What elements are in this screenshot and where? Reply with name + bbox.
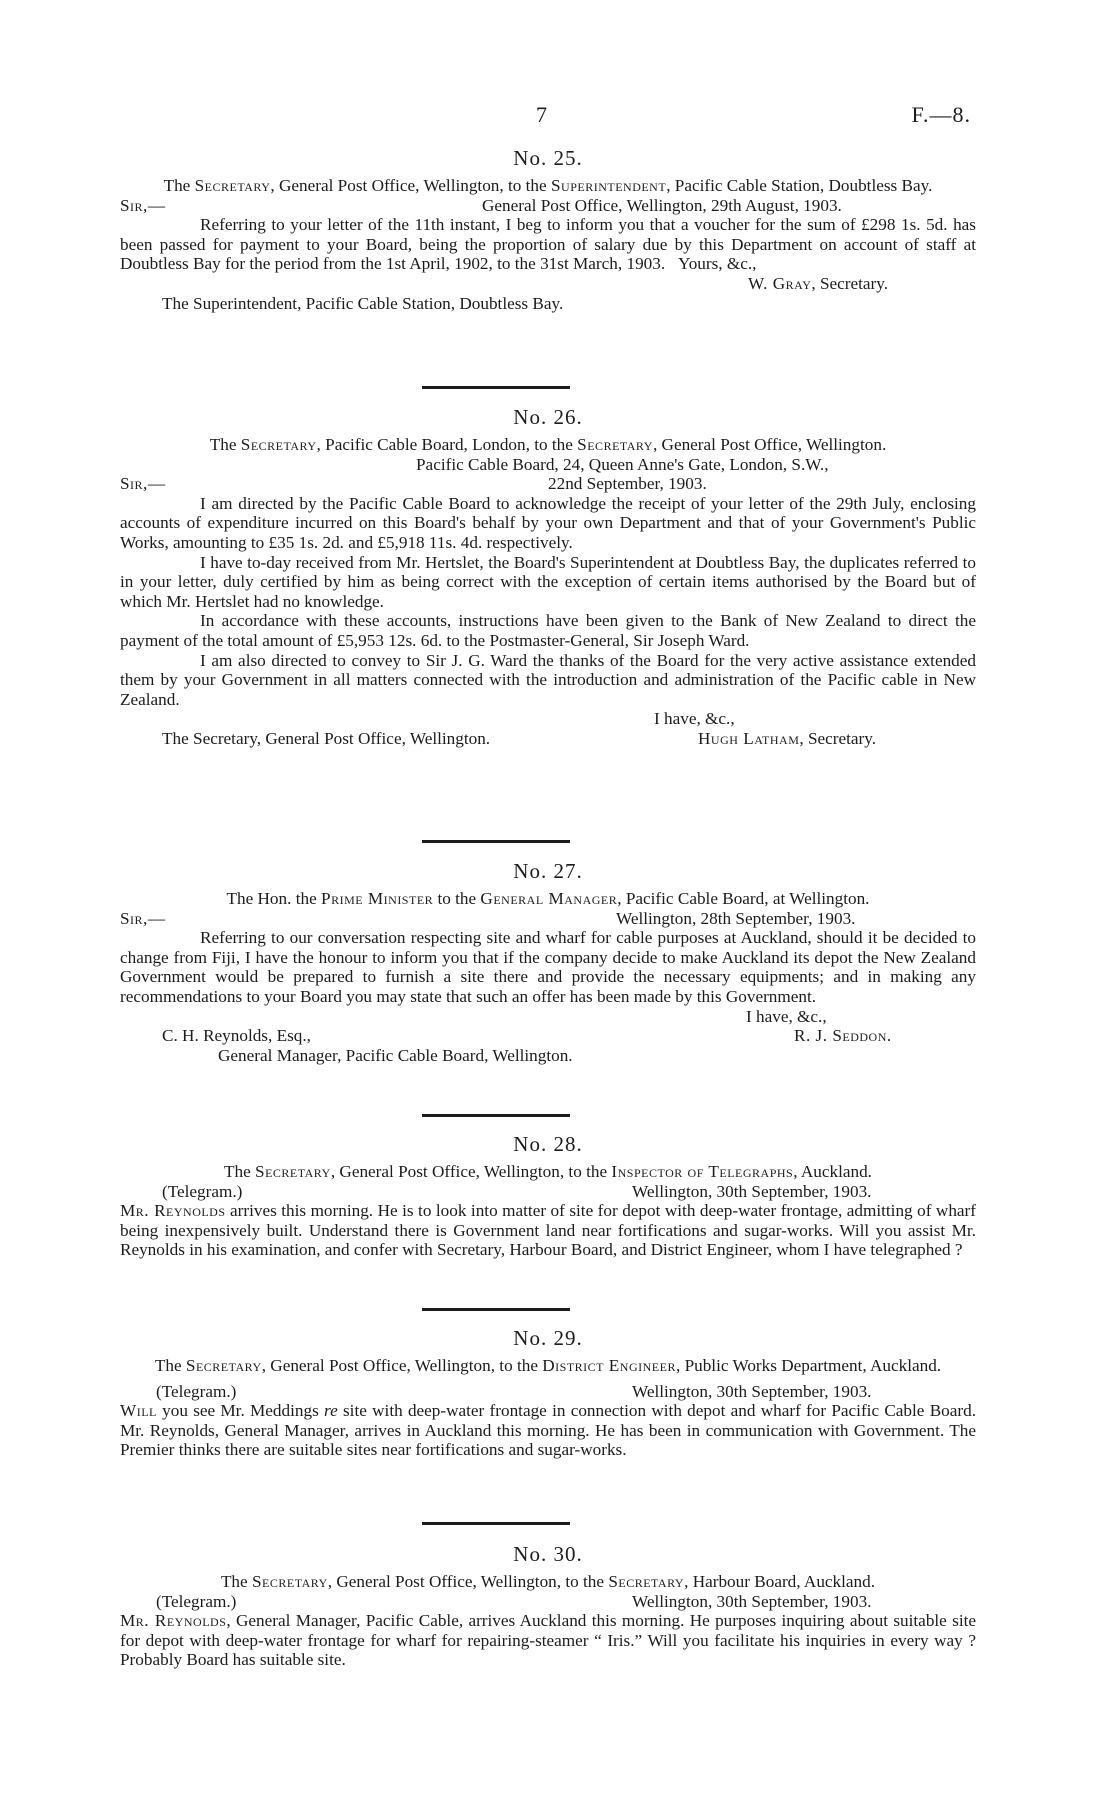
salutation-row	[120, 474, 976, 494]
signatory-title: , Secretary.	[811, 273, 889, 293]
letter-number: No. 30.	[513, 1542, 583, 1566]
signatory-name: R. J. Seddon	[794, 1026, 887, 1046]
closing-row	[120, 254, 976, 274]
signatory-title: , Secretary.	[799, 728, 877, 748]
telegram-row	[120, 1182, 976, 1202]
letter-no-25	[120, 146, 976, 313]
letter-number: No. 25.	[513, 146, 583, 170]
telegram-label: (Telegram.)	[156, 1381, 237, 1401]
dateline: Wellington, 30th September, 1903.	[632, 1181, 872, 1201]
dateline: General Post Office, Wellington, 29th August, 1903.	[482, 195, 842, 215]
section-divider	[422, 840, 570, 843]
paragraph: I am also directed to convey to Sir J. G. Ward the thanks of the Board for the very active assistance extended them by your Government in all matters connected with the introduction and administration of the Pacific cable in New Zealand.	[120, 650, 976, 709]
signatory-name: Hugh Latham	[698, 728, 800, 748]
letter-caption: The Secretary, General Post Office, Wellington, to the Superintendent, Pacific Cable Station, Doubtless Bay.	[163, 176, 933, 195]
letter-caption: The Hon. the Prime Minister to the General Manager, Pacific Cable Board, at Wellington.	[226, 889, 870, 908]
addressee-line-2: General Manager, Pacific Cable Board, Wellington.	[218, 1045, 573, 1065]
letter-caption: The Secretary, General Post Office, Wellington, to the Secretary, Harbour Board, Auckland.	[220, 1572, 876, 1591]
telegram-body: Mr. Reynolds arrives this morning. He is to look into matter of site for depot with deep-water frontage, admitting of wharf being inexpensively built. Understand there is Government land near fortifications and sugar-works. Will you assist Mr. Reynolds in his examination, and confer with Secretary, Harbour Board, and District Engineer, whom I have telegraphed ?	[120, 1201, 976, 1260]
telegram-row	[120, 1382, 976, 1402]
dateline: Wellington, 28th September, 1903.	[616, 908, 856, 928]
letter-no-29	[120, 1326, 976, 1460]
page-header	[0, 102, 1114, 128]
addressee-signature-row	[120, 729, 976, 749]
letter-number: No. 27.	[513, 859, 583, 883]
paragraph: In accordance with these accounts, instructions have been given to the Bank of New Zealand to direct the payment of the total amount of £5,953 12s. 6d. to the Postmaster-General, Sir Joseph Ward.	[120, 611, 976, 650]
letter-body: Referring to your letter of the 11th instant, I beg to inform you that a voucher for the sum of £298 1s. 5d. has been passed for payment to your Board, being the proportion of salary due by this Department on account of staff at Doubtless Bay for the period from the 1st April, 1902, to the 31st March, 1903.	[120, 215, 976, 274]
telegram-lead: Mr. Reynolds	[120, 1611, 227, 1631]
closing-row	[120, 1007, 976, 1027]
paragraph: I am directed by the Pacific Cable Board to acknowledge the receipt of your letter of the 29th July, enclosing accounts of expenditure incurred on this Board's behalf by your own Department and that of your Government's Public Works, amounting to £35 1s. 2d. and £5,918 11s. 4d. respectively.	[120, 493, 976, 552]
addressee-signature-row	[120, 1026, 976, 1046]
section-divider	[422, 1114, 570, 1117]
letter-no-26	[120, 405, 976, 749]
section-divider	[422, 1522, 570, 1525]
telegram-body: Mr. Reynolds, General Manager, Pacific Cable, arrives Auckland this morning. He purposes inquiring about suitable site for depot with deep-water frontage for wharf for repairing-steamer “ Iris.” Will you facilitate his inquiries in every way ? Probably Board has suitable site.	[120, 1611, 976, 1670]
letter-number: No. 26.	[513, 405, 583, 429]
dateline: 22nd September, 1903.	[548, 474, 707, 494]
document-reference: F.—8.	[911, 102, 971, 127]
closing: I have, &c.,	[654, 709, 735, 729]
telegram-row	[120, 1592, 976, 1612]
telegram-lead: Will	[120, 1401, 157, 1421]
telegram-label: (Telegram.)	[162, 1181, 243, 1201]
signatory-name: W. Gray	[748, 273, 812, 293]
telegram-body: Will you see Mr. Meddings re site with deep-water frontage in connection with depot and wharf for Pacific Cable Board. Mr. Reynolds, General Manager, arrives in Auckland this morning. He has been in communication with Government. The Premier thinks there are suitable sites near fortifications and sugar-works.	[120, 1401, 976, 1460]
address-row	[120, 455, 976, 475]
letter-no-28	[120, 1132, 976, 1260]
closing: I have, &c.,	[746, 1006, 827, 1026]
closing-row	[120, 709, 976, 729]
salutation: Sir,—	[120, 195, 166, 215]
letter-caption: The Secretary, General Post Office, Wellington, to the District Engineer, Public Works Department, Auckland.	[154, 1356, 942, 1375]
letter-number: No. 29.	[513, 1326, 583, 1350]
letter-number: No. 28.	[513, 1132, 583, 1156]
addressee: The Secretary, General Post Office, Wellington.	[162, 728, 491, 748]
letter-body: Referring to our conversation respecting site and wharf for cable purposes at Auckland, should it be decided to change from Fiji, I have the honour to inform you that if the company decide to make Auckland its depot the New Zealand Government would be prepared to furnish a site there and provide the necessary equipments; and in making any recommendations to your Board you may state that such an offer has been made by this Government.	[120, 928, 976, 1006]
paragraph: I have to-day received from Mr. Hertslet, the Board's Superintendent at Doubtless Bay, the duplicates referred to in your letter, duly certified by him as being correct with the exception of certain items authorised by the Board but of which Mr. Hertslet had no knowledge.	[120, 552, 976, 611]
section-divider	[422, 386, 570, 389]
sender-address: Pacific Cable Board, 24, Queen Anne's Gate, London, S.W.,	[416, 454, 829, 474]
addressee: C. H. Reynolds, Esq.,	[162, 1026, 311, 1046]
letter-caption: The Secretary, General Post Office, Wellington, to the Inspector of Telegraphs, Auckland.	[224, 1162, 872, 1181]
salutation: Sir,—	[120, 474, 166, 494]
section-divider	[422, 1308, 570, 1311]
letter-no-27	[120, 859, 976, 1065]
salutation-row	[120, 909, 976, 929]
telegram-lead: Mr. Reynolds	[120, 1201, 226, 1221]
dateline: Wellington, 30th September, 1903.	[632, 1591, 872, 1611]
signatory-title: .	[886, 1026, 892, 1046]
telegram-label: (Telegram.)	[156, 1591, 237, 1611]
salutation: Sir,—	[120, 908, 166, 928]
salutation-row	[120, 196, 976, 216]
page-number: 7	[536, 102, 547, 127]
letter-caption: The Secretary, Pacific Cable Board, London, to the Secretary, General Post Office, Wellington.	[209, 435, 887, 454]
signature-row	[120, 274, 976, 294]
closing: Yours, &c.,	[678, 254, 757, 274]
dateline: Wellington, 30th September, 1903.	[632, 1381, 872, 1401]
letter-no-30	[120, 1542, 976, 1670]
addressee: The Superintendent, Pacific Cable Station, Doubtless Bay.	[162, 293, 564, 313]
